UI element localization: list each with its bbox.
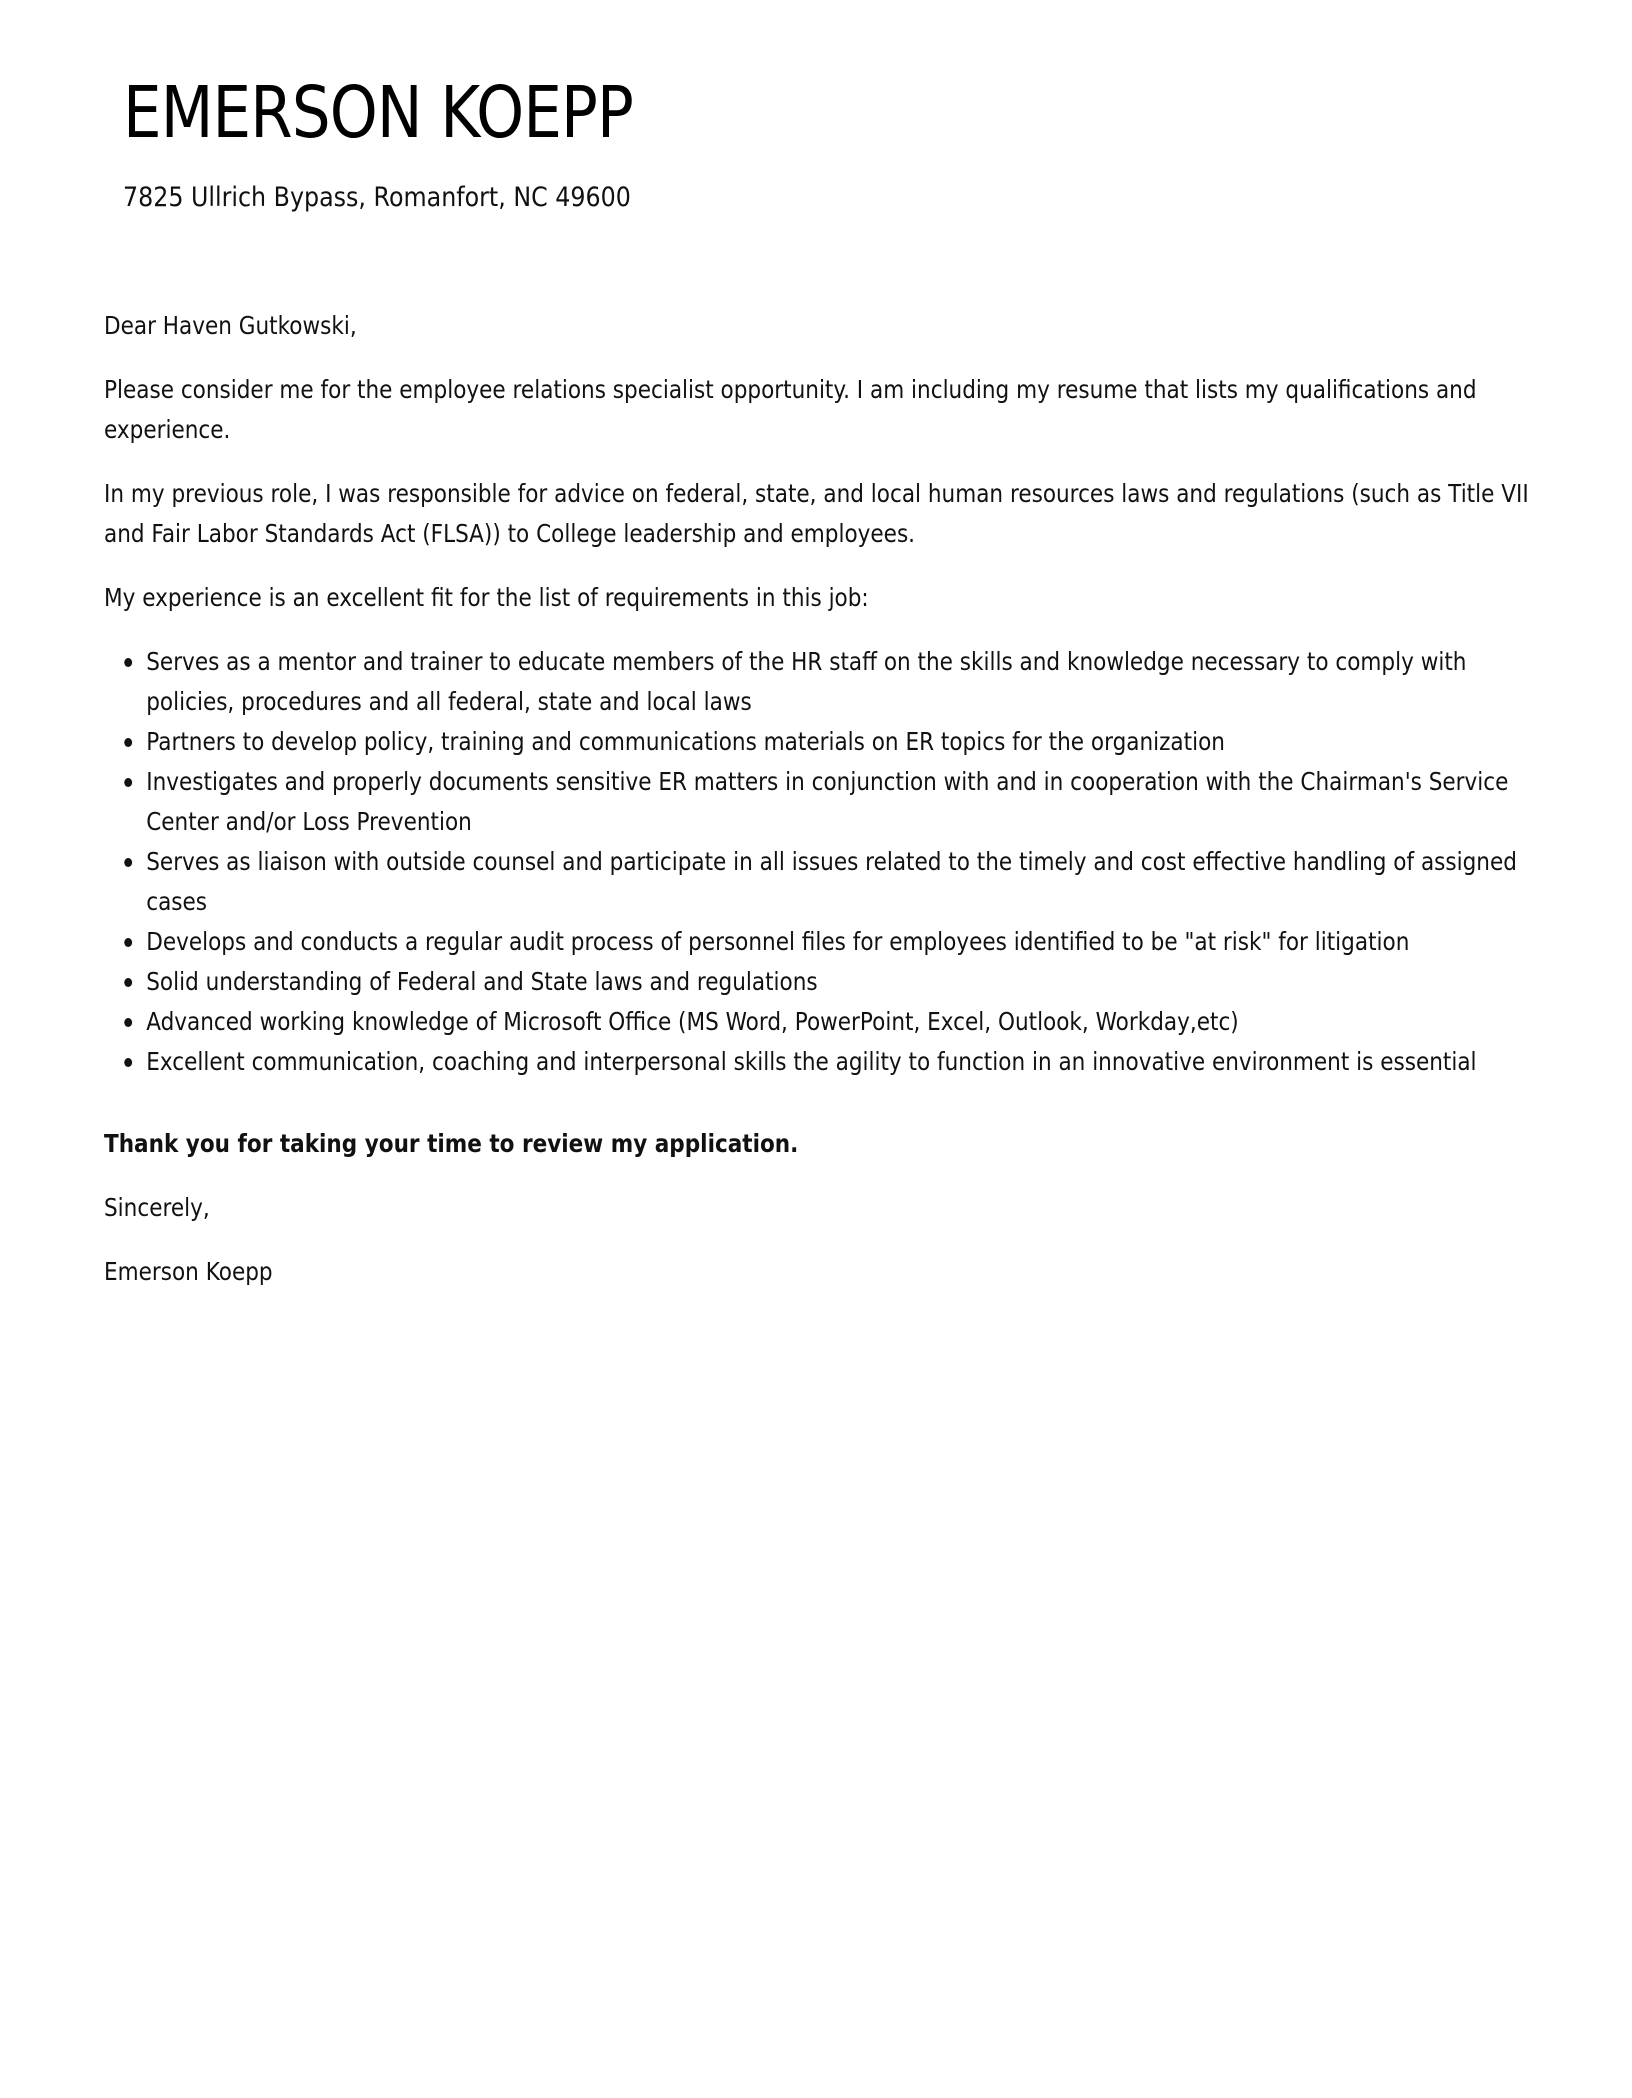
experience-paragraph: In my previous role, I was responsible for advice on federal, state, and local human resources laws and regulations (such as Title VII and Fair Labor Standards Act (FLSA)) to College leadership and employees. [104, 479, 1529, 548]
list-item: Solid understanding of Federal and State laws and regulations [146, 962, 1533, 1002]
list-item: Excellent communication, coaching and interpersonal skills the agility to function in an innovative environment is essential [146, 1042, 1533, 1082]
list-item: Investigates and properly documents sensitive ER matters in conjunction with and in cooperation with the Chairman's Service Center and/or Loss Prevention [146, 762, 1533, 842]
signoff: Sincerely, [104, 1193, 210, 1222]
requirements-list [104, 642, 1534, 1082]
list-item: Serves as liaison with outside counsel and participate in all issues related to the timely and cost effective handling of assigned cases [146, 842, 1533, 922]
letter-content [104, 306, 1534, 1316]
greeting: Dear Haven Gutkowski, [104, 311, 357, 340]
list-item: Partners to develop policy, training and communications materials on ER topics for the organization [146, 722, 1533, 762]
closing-line: Thank you for taking your time to review my application. [104, 1129, 799, 1158]
intro-paragraph: Please consider me for the employee relations specialist opportunity. I am including my resume that lists my qualifications and experience. [104, 375, 1477, 444]
letter-header [123, 70, 1423, 215]
list-item: Advanced working knowledge of Microsoft Office (MS Word, PowerPoint, Excel, Outlook, Workday,etc) [146, 1002, 1533, 1042]
applicant-name: EMERSON KOEPP [123, 71, 633, 154]
list-item: Develops and conducts a regular audit process of personnel files for employees identified to be "at risk" for litigation [146, 922, 1533, 962]
signature: Emerson Koepp [104, 1257, 273, 1286]
letter-body [104, 306, 1534, 1316]
applicant-address: 7825 Ullrich Bypass, Romanfort, NC 49600 [123, 182, 631, 213]
requirements-intro: My experience is an excellent fit for the list of requirements in this job: [104, 583, 869, 612]
list-item: Serves as a mentor and trainer to educate members of the HR staff on the skills and knowledge necessary to comply with policies, procedures and all federal, state and local laws [146, 642, 1533, 722]
